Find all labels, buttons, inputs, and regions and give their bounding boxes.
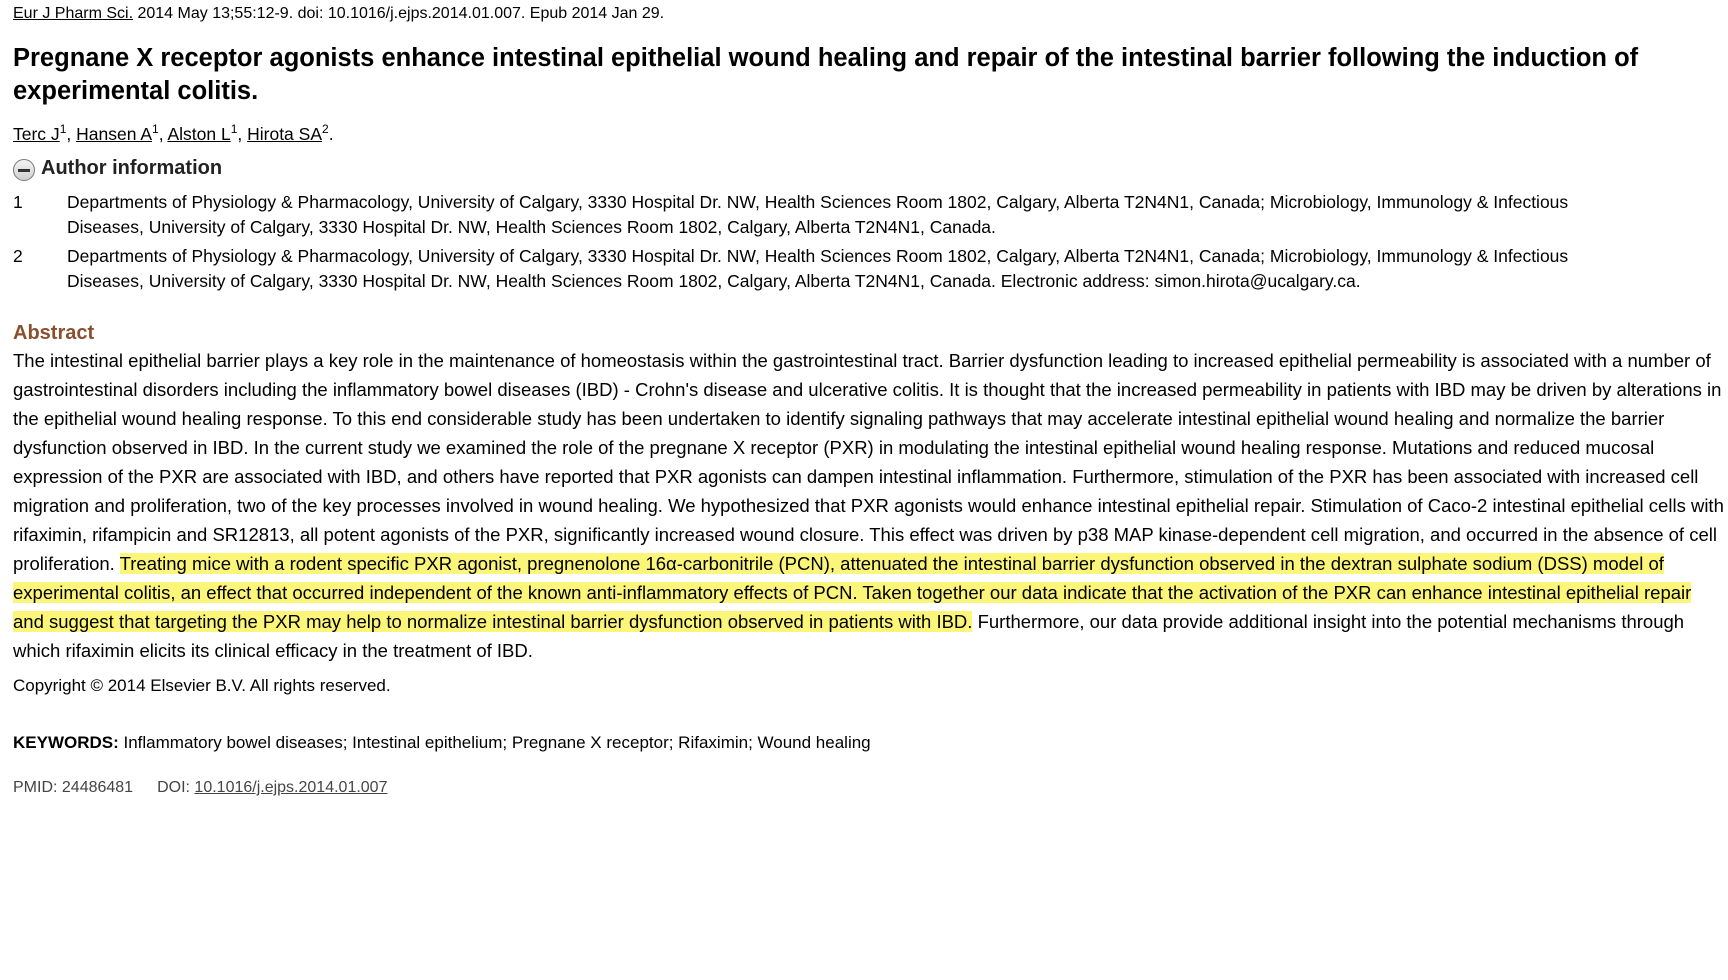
abstract-heading: Abstract [13,322,95,344]
article-title: Pregnane X receptor agonists enhance intestinal epithelial wound healing and repair of the intestinal barrier following the induction of experimental colitis. [13,44,1639,105]
copyright-notice: Copyright © 2014 Elsevier B.V. All rights reserved. [13,676,391,695]
abstract-highlighted-text: Treating mice with a rodent specific PXR agonist, pregnenolone 16α-carbonitrile (PCN), attenuated the intestinal barrier dysfunction observed in the dextran sulphate sodium (DSS) model of experimental colitis, an effect that occurred independent of the known anti-inflammatory effects of PCN. Taken together our data indicate that the activation of the PXR can enhance intestinal epithelial repair and suggest that targeting the PXR may help to normalize intestinal barrier dysfunction observed in patients with IBD. [13,553,1692,632]
identifiers-line [13,777,1718,799]
author-separator: , [237,124,248,144]
abstract-text-end: Furthermore, our data provide additional insight into the potential mechanisms through which rifaximin elicits its clinical efficacy in the treatment of IBD. [13,611,1685,661]
author-affiliation-ref: 2 [322,122,329,137]
affiliation-item [13,190,1718,240]
affiliation-text: Departments of Physiology & Pharmacology, University of Calgary, 3330 Hospital Dr. NW, Health Sciences Room 1802, Calgary, Alberta T2N4N1, Canada; Microbiology, Immunology & Infectious Diseases, University of Calgary, 3330 Hospital Dr. NW, Health Sciences Room 1802, Calgary, Alberta T2N4N1, Canada. [67,192,1569,237]
affiliation-item [13,244,1718,294]
author-info-header[interactable] [13,154,1718,182]
affiliation-number: 1 [13,192,23,212]
doi-link[interactable]: 10.1016/j.ejps.2014.01.007 [194,779,388,796]
journal-link[interactable]: Eur J Pharm Sci. [13,5,134,22]
author-affiliation-ref: 1 [152,122,159,137]
citation-line [13,4,1718,24]
author-link[interactable]: Hansen A [76,124,152,144]
affiliation-number: 2 [13,246,23,266]
author-affiliation-ref: 1 [230,122,238,137]
keywords-label: KEYWORDS: [13,733,119,752]
article-page [13,4,1724,799]
keywords-text: Inflammatory bowel diseases; Intestinal epithelium; Pregnane X receptor; Rifaximin; Wound healing [118,733,871,752]
author-separator: , [66,124,77,144]
author-link[interactable]: Terc J [13,124,60,144]
abstract-text-start: The intestinal epithelial barrier plays a key role in the maintenance of homeostasis within the gastrointestinal tract. Barrier dysfunction leading to increased epithelial permeability is associated with a number of gastrointestinal disorders including the inflammatory bowel diseases (IBD) - Crohn's disease and ulcerative colitis. It is thought that the increased permeability in patients with IBD may be driven by alterations in the epithelial wound healing response. To this end considerable study has been undertaken to identify signaling pathways that may accelerate intestinal epithelial wound healing and normalize the barrier dysfunction observed in IBD. In the current study we examined the role of the pregnane X receptor (PXR) in modulating the intestinal epithelial wound healing response. Mutations and reduced mucosal expression of the PXR are associated with IBD, and others have reported that PXR agonists can dampen intestinal inflammation. Furthermore, stimulation of the PXR has been associated with increased cell migration and proliferation, two of the key processes involved in wound healing. We hypothesized that PXR agonists would enhance intestinal epithelial repair. Stimulation of Caco-2 intestinal epithelial cells with rifaximin, rifampicin and SR12813, all potent agonists of the PXR, significantly increased wound closure. This effect was driven by p38 MAP kinase-dependent cell migration, and occurred in the absence of cell proliferation. [13,350,1724,574]
author-affiliation-ref: 1 [59,122,67,137]
author-separator: , [158,124,168,144]
pmid: PMID: 24486481 [13,779,134,796]
doi-label: DOI: [157,779,195,796]
affiliation-text: Departments of Physiology & Pharmacology, University of Calgary, 3330 Hospital Dr. NW, Health Sciences Room 1802, Calgary, Alberta T2N4N1, Canada; Microbiology, Immunology & Infectious Diseases, University of Calgary, 3330 Hospital Dr. NW, Health Sciences Room 1802, Calgary, Alberta T2N4N1, Canada. Electronic address: simon.hirota@ucalgary.ca. [67,246,1569,291]
author-list [13,121,1718,147]
collapse-minus-icon[interactable] [13,159,35,181]
author-link[interactable]: Alston L [167,124,231,144]
citation-details: 2014 May 13;55:12-9. doi: 10.1016/j.ejps.2014.01.007. Epub 2014 Jan 29. [133,5,665,22]
author-info-title[interactable]: Author information [41,156,223,179]
author-link[interactable]: Hirota SA [247,124,322,144]
abstract-text [13,346,1725,665]
author-separator: . [328,124,334,144]
keywords-line [13,732,1718,754]
